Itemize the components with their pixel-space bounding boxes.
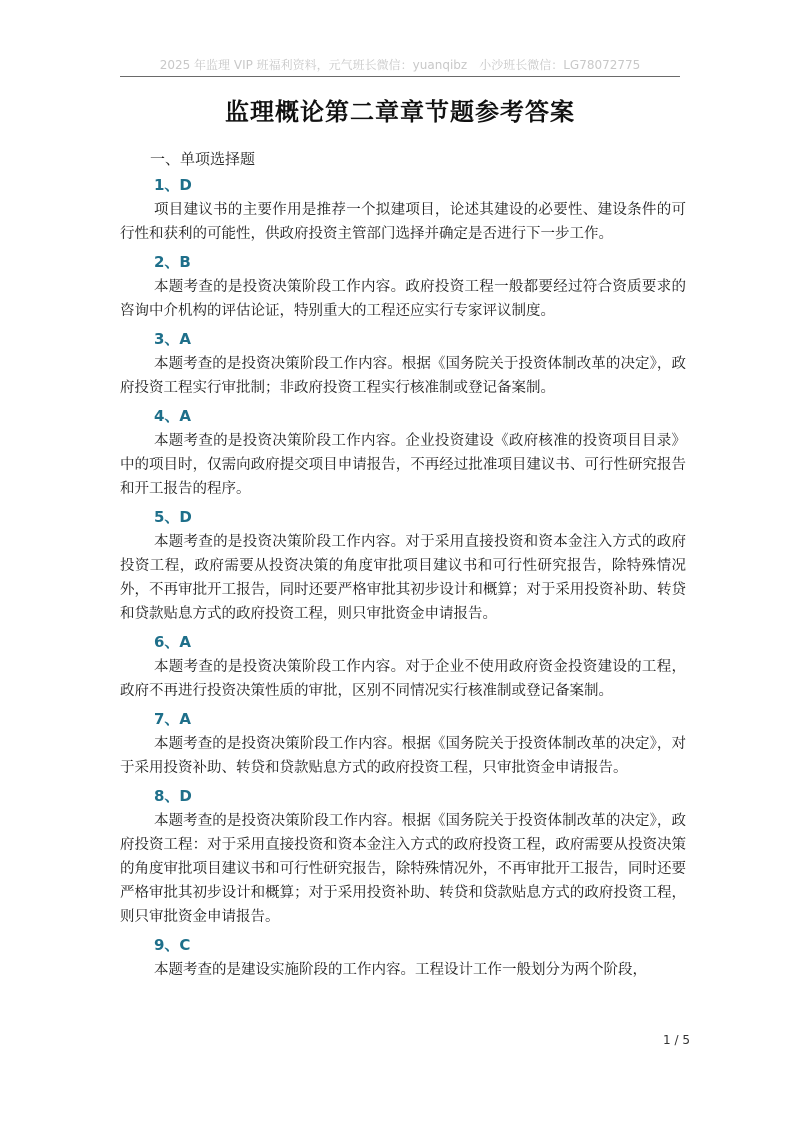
question-answer-label: 7、A	[154, 710, 192, 728]
question-4	[120, 405, 686, 501]
question-8	[120, 785, 686, 929]
question-7	[120, 708, 686, 780]
question-6	[120, 631, 686, 703]
question-explanation: 本题考查的是投资决策阶段工作内容。根据《国务院关于投资体制改革的决定》，政府投资工程实行审批制；非政府投资工程实行核准制或登记备案制。	[120, 356, 686, 396]
question-answer-label: 1、D	[154, 176, 192, 194]
document-title: 监理概论第二章章节题参考答案	[225, 98, 575, 126]
question-explanation: 本题考查的是投资决策阶段工作内容。根据《国务院关于投资体制改革的决定》，政府投资工程：对于采用直接投资和资本金注入方式的政府投资工程，政府需要从投资决策的角度审批项目建议书和可行性研究报告，除特殊情况外，不再审批开工报告，同时还要严格审批其初步设计和概算；对于采用投资补助、转贷和贷款贴息方式的政府投资工程，则只审批资金申请报告。	[120, 813, 686, 925]
question-3	[120, 328, 686, 400]
question-answer-label: 8、D	[154, 787, 192, 805]
question-answer-label: 2、B	[154, 253, 191, 271]
question-explanation: 项目建议书的主要作用是推荐一个拟建项目，论述其建设的必要性、建设条件的可行性和获利的可能性，供政府投资主管部门选择并确定是否进行下一步工作。	[120, 202, 686, 242]
question-explanation: 本题考查的是投资决策阶段工作内容。对于企业不使用政府资金投资建设的工程，政府不再进行投资决策性质的审批，区别不同情况实行核准制或登记备案制。	[120, 659, 686, 699]
question-answer-label: 6、A	[154, 633, 192, 651]
section-heading: 一、单项选择题	[150, 150, 256, 168]
question-answer-label: 9、C	[154, 936, 191, 954]
question-5	[120, 506, 686, 626]
header-divider	[120, 76, 680, 77]
question-explanation: 本题考查的是建设实施阶段的工作内容。工程设计工作一般划分为两个阶段，	[154, 962, 647, 978]
document-body	[120, 148, 686, 987]
question-answer-label: 4、A	[154, 407, 192, 425]
question-explanation: 本题考查的是投资决策阶段工作内容。对于采用直接投资和资本金注入方式的政府投资工程，政府需要从投资决策的角度审批项目建议书和可行性研究报告，除特殊情况外，不再审批开工报告，同时还要严格审批其初步设计和概算；对于采用投资补助、转贷和贷款贴息方式的政府投资工程，则只审批资金申请报告。	[120, 534, 686, 622]
question-1	[120, 174, 686, 246]
question-explanation: 本题考查的是投资决策阶段工作内容。根据《国务院关于投资体制改革的决定》，对于采用投资补助、转贷和贷款贴息方式的政府投资工程，只审批资金申请报告。	[120, 736, 686, 776]
question-9	[120, 934, 686, 982]
question-explanation: 本题考查的是投资决策阶段工作内容。企业投资建设《政府核准的投资项目目录》中的项目时，仅需向政府提交项目申请报告，不再经过批准项目建议书、可行性研究报告和开工报告的程序。	[120, 433, 686, 497]
question-explanation: 本题考查的是投资决策阶段工作内容。政府投资工程一般都要经过符合资质要求的咨询中介机构的评估论证，特别重大的工程还应实行专家评议制度。	[120, 279, 686, 319]
question-answer-label: 3、A	[154, 330, 192, 348]
question-2	[120, 251, 686, 323]
question-answer-label: 5、D	[154, 508, 192, 526]
page-number: 1 / 5	[663, 1033, 690, 1047]
header-note: 2025 年监理 VIP 班福利资料，元气班长微信：yuanqibz 小沙班长微信：LG78072775	[159, 58, 641, 72]
